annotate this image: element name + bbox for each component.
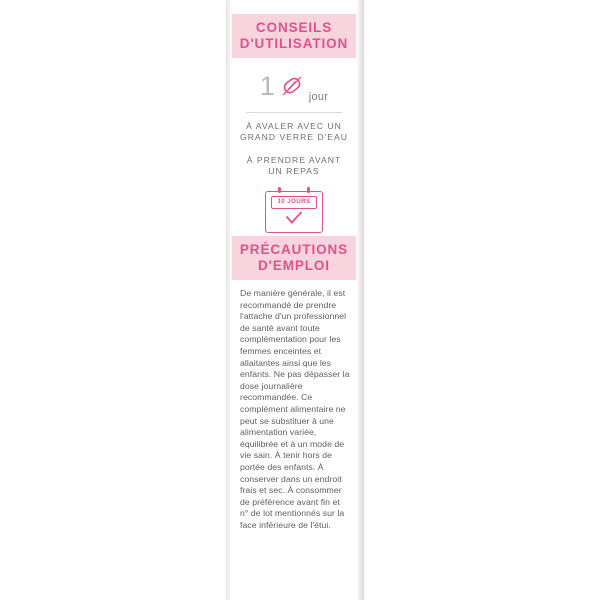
precautions-paragraph: De manière générale, il est recommandé de prendre l'attache d'un professionnel de santé avant toute complémentation pour les femmes enceintes et allaitantes ainsi que les enfants. Ne pas dépasser la dose journalière recommandée. Ce complément alimentaire ne peut se substituer à une alimentation variée, équilibrée et à un mode de vie sain. À tenir hors de portée des enfants. À conserver dans un endroit frais et sec. À consommer de préférence avant fin et n° de lot mentionnés sur la face inférieure de l'étui. xyxy=(240,288,350,530)
calendar-icon-wrap xyxy=(232,191,356,233)
instruction-swallow-line2: GRAND VERRE D'EAU xyxy=(240,132,348,142)
dosage-period: jour xyxy=(308,91,329,103)
product-box-panel xyxy=(226,0,364,600)
usage-advice-title-line2: D'UTILISATION xyxy=(239,36,349,51)
instruction-meal-line1: À PRENDRE AVANT xyxy=(246,155,342,165)
precautions-title-line2: D'EMPLOI xyxy=(258,258,330,273)
instruction-swallow-line1: À AVALER AVEC UN xyxy=(246,121,342,131)
precautions-title-line1: PRÉCAUTIONS xyxy=(239,242,349,257)
instruction-swallow-with-water xyxy=(232,121,356,143)
section-header-usage-advice xyxy=(232,14,356,58)
calendar-ear-left xyxy=(278,187,281,193)
precautions-body-text xyxy=(240,288,350,531)
calendar-check-icon xyxy=(265,191,323,233)
usage-advice-title xyxy=(232,14,356,52)
capsule-icon xyxy=(279,73,305,99)
check-mark-icon xyxy=(285,211,303,225)
divider-rule xyxy=(246,112,342,113)
dosage-block xyxy=(232,66,356,233)
calendar-ear-right xyxy=(307,187,310,193)
precautions-title xyxy=(232,236,356,274)
instruction-before-meal xyxy=(232,155,356,177)
usage-advice-title-line1: CONSEILS xyxy=(255,20,333,35)
instruction-meal-line2: UN REPAS xyxy=(268,166,320,176)
dosage-row xyxy=(232,66,356,106)
calendar-duration-label: 10 JOURS xyxy=(271,196,317,209)
box-right-edge xyxy=(356,0,364,600)
section-header-precautions xyxy=(232,236,356,280)
dosage-count: 1 xyxy=(259,70,275,101)
